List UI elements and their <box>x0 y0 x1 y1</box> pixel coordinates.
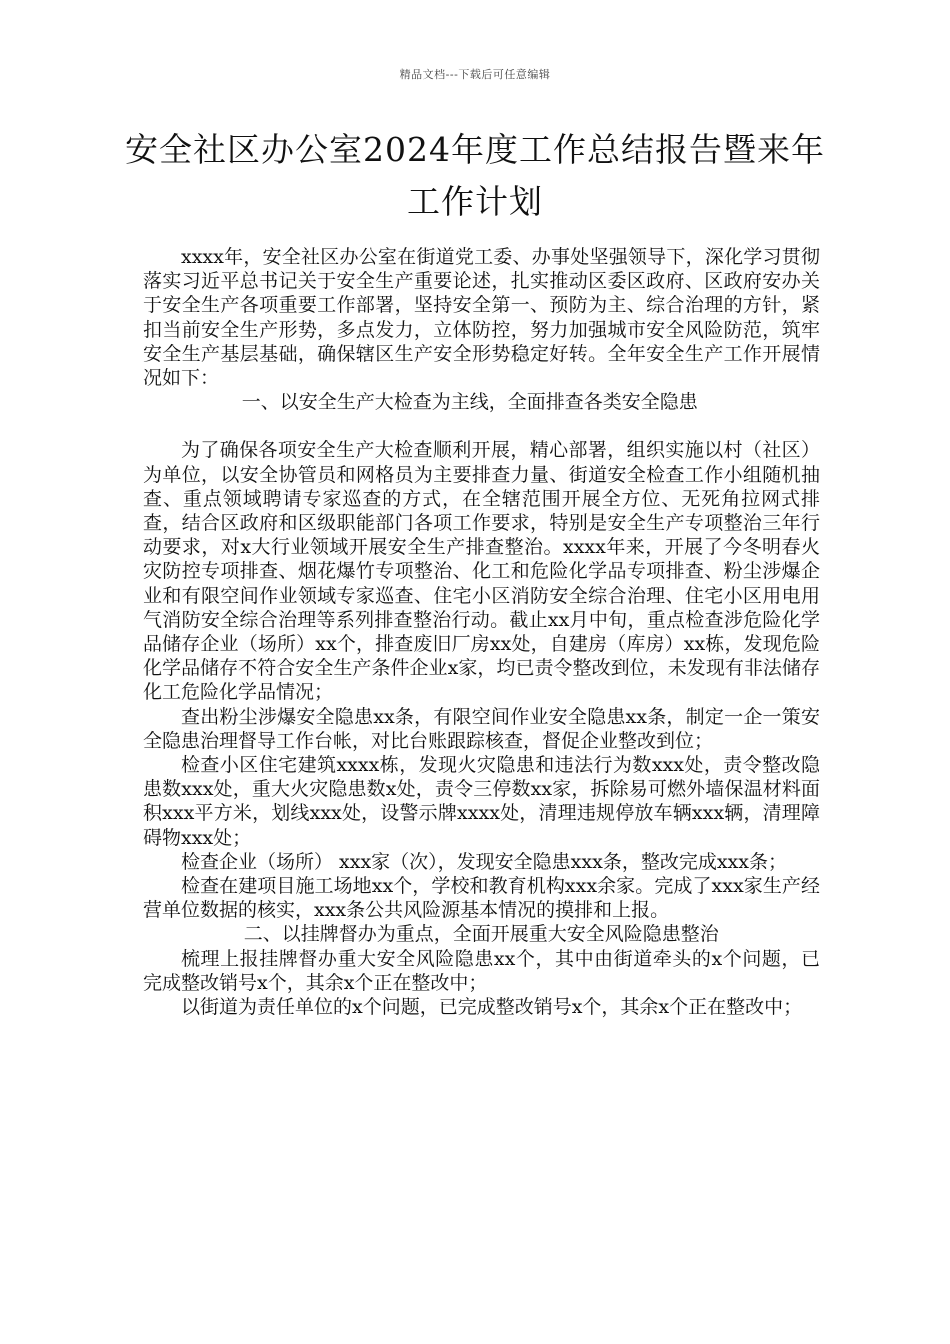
paragraph-residential-inspection: 检查小区住宅建筑xxxx栋，发现火灾隐患和违法行为数xxx处，责令整改隐患数xxx处，重大火灾隐患数x处，责令三停数xx家，拆除易可燃外墙保温材料面积xxx平方米，划线xxx处，设警示牌xxxx处，清理违规停放车辆xxx辆，清理障碍物xxx处； <box>143 754 820 849</box>
paragraph-construction-inspection: 检查在建项目施工场地xx个，学校和教育机构xxx余家。完成了xxx家生产经营单位数据的核实，xxx条公共风险源基本情况的摸排和上报。 <box>143 875 820 922</box>
paragraph-enterprise-inspection: 检查企业（场所） xxx家（次），发现安全隐患xxx条，整改完成xxx条； <box>181 850 787 873</box>
paragraph-inspection-overview: 为了确保各项安全生产大检查顺利开展，精心部署，组织实施以村（社区）为单位，以安全协管员和网格员为主要排查力量、街道安全检查工作小组随机抽查、重点领域聘请专家巡查的方式，在全辖范围开展全方位、无死角拉网式排查，结合区政府和区级职能部门各项工作要求，特别是安全生产专项整治三年行动要求，对x大行业领域开展安全生产排查整治。xxxx年来，开展了今冬明春火灾防控专项排查、烟花爆竹专项整治、化工和危险化学品专项排查、粉尘涉爆企业和有限空间作业领域专家巡查、住宅小区消防安全综合治理、住宅小区用电用气消防安全综合治理等系列排查整治行动。截止xx月中旬，重点检查涉危险化学品储存企业（场所）xx个，排查废旧厂房xx处，自建房（库房）xx栋，发现危险化学品储存不符合安全生产条件企业x家，均已责令整改到位，未发现有非法储存化工危险化学品情况； <box>143 439 820 704</box>
section-heading-1: 一、以安全生产大检查为主线，全面排查各类安全隐患 <box>241 391 698 414</box>
paragraph-street-responsibility: 以街道为责任单位的x个问题，已完成整改销号x个，其余x个正在整改中； <box>181 996 803 1019</box>
header-note: 精品文档---下载后可任意编辑 <box>399 68 551 81</box>
section-heading-2: 二、以挂牌督办为重点，全面开展重大安全风险隐患整治 <box>243 923 719 946</box>
document-body <box>143 245 820 1019</box>
intro-paragraph: xxxx年，安全社区办公室在街道党工委、办事处坚强领导下，深化学习贯彻落实习近平总书记关于安全生产重要论述，扎实推动区委区政府、区政府安办关于安全生产各项重要工作部署，坚持安全第一、预防为主、综合治理的方针，紧扣当前安全生产形势，多点发力，立体防控，努力加强城市安全风险防范，筑牢安全生产基层基础，确保辖区生产安全形势稳定好转。全年安全生产工作开展情况如下： <box>143 246 820 390</box>
document-title: 安全社区办公室2024年度工作总结报告暨来年工作计划 <box>125 130 825 221</box>
paragraph-dust-hazards: 查出粉尘涉爆安全隐患xx条，有限空间作业安全隐患xx条，制定一企一策安全隐患治理督导工作台帐，对比台账跟踪核查，督促企业整改到位； <box>143 705 820 752</box>
paragraph-supervised-hazards: 梳理上报挂牌督办重大安全风险隐患xx个，其中由街道牵头的x个问题，已完成整改销号x个，其余x个正在整改中； <box>143 947 820 994</box>
